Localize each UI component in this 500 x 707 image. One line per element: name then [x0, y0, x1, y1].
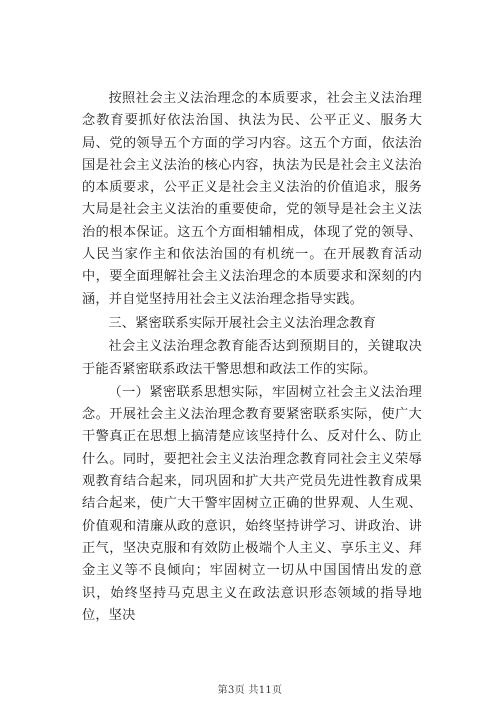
- section-heading-three: 三、紧密联系实际开展社会主义法治理念教育: [108, 315, 377, 331]
- document-body: [82, 88, 422, 627]
- page-number-footer: 第3页 共11页: [217, 685, 283, 696]
- paragraph-subsection-one: （一）紧密联系思想实际，牢固树立社会主义法治理念。开展社会主义法治理念教育要紧密联系实际，使广大干警真正在思想上搞清楚应该坚持什么、反对什么、防止什么。同时，要把社会主义法治理念教育同社会主义荣辱观教育结合起来，同巩固和扩大共产党员先进性教育成果结合起来，使广大干警牢固树立正确的世界观、人生观、价值观和清廉从政的意识，始终坚持讲学习、讲政治、讲正气，坚决克服和有效防止极端个人主义、享乐主义、拜金主义等不良倾向；牢固树立一切从中国国情出发的意识，始终坚持马克思主义在政法意识形态领域的指导地位，坚决: [82, 384, 422, 623]
- paragraph-key-to-goal: 社会主义法治理念教育能否达到预期目的，关键取决于能否紧密联系政法干警思想和政法工作的实际。: [82, 339, 422, 377]
- paragraph-essence-requirements: 按照社会主义法治理念的本质要求，社会主义法治理念教育要抓好依法治国、执法为民、公平正义、服务大局、党的领导五个方面的学习内容。这五个方面，依法治国是社会主义法治的核心内容，执法为民是社会主义法治的本质要求，公平正义是社会主义法治的价值追求，服务大局是社会主义法治的重要使命，党的领导是社会主义法治的根本保证。这五个方面相辅相成，体现了党的领导、人民当家作主和依法治国的有机统一。在开展教育活动中，要全面理解社会主义法治理念的本质要求和深刻的内涵，并自觉坚持用社会主义法治理念指导实践。: [82, 91, 422, 307]
